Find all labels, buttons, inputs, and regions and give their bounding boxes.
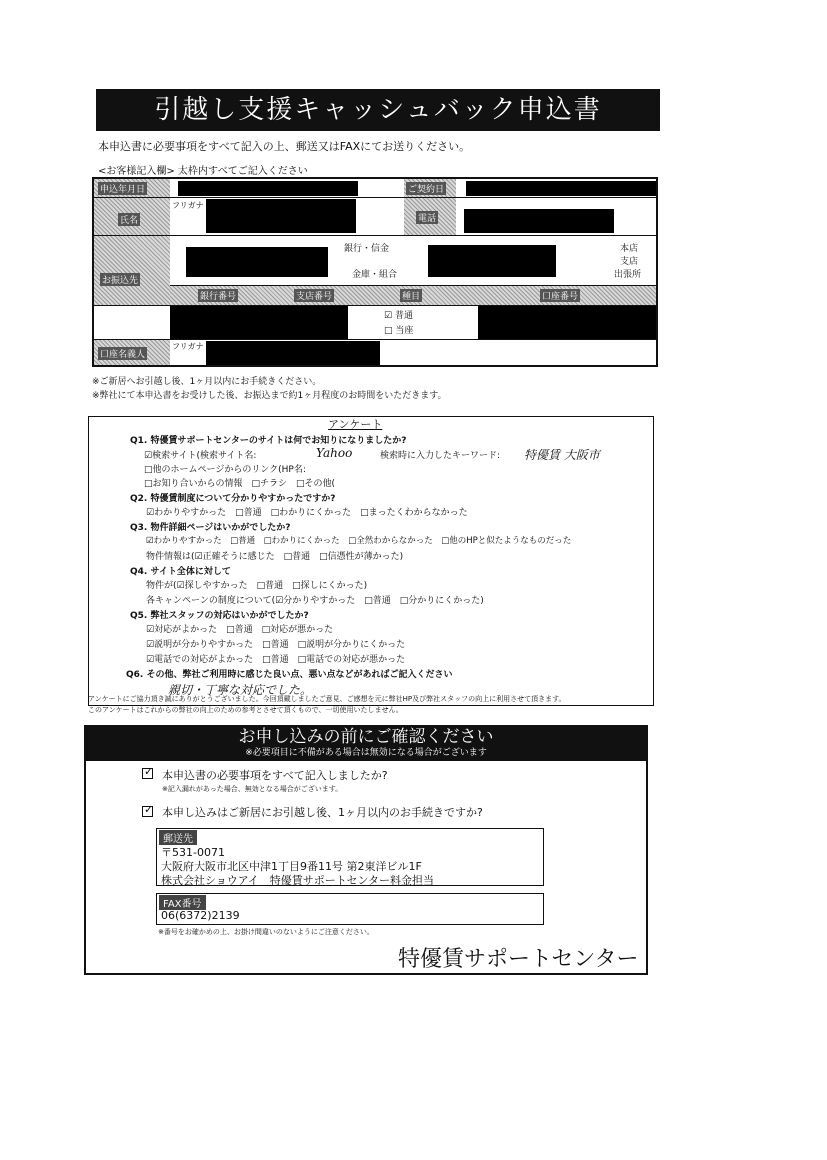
confirm-heading: お申し込みの前にご確認ください [238, 727, 494, 747]
application-form [92, 177, 658, 367]
q5-b: ☑説明が分かりやすかった □普通 □説明が分かりにくかった [146, 640, 406, 650]
redacted-bank [186, 247, 328, 277]
address: 大阪府大阪市北区中津1丁目9番11号 第2東洋ビル1F [161, 860, 422, 873]
q5-a: ☑対応がよかった □普通 □対応が悪かった [146, 625, 334, 635]
q4-b: 各キャンペーンの制度について(☑分かりやすかった □普通 □分かりにくかった) [146, 596, 484, 606]
phone-label: 電話 [416, 211, 438, 224]
redacted-contract-date [466, 181, 656, 196]
redacted-holder [206, 341, 380, 365]
survey-footer-2: このアンケートはこれからの弊社の向上のための参考とさせて頂くもので、一切使用いたしません。 [88, 706, 403, 714]
q3-a: ☑わかりやすかった □普通 □わかりにくかった □全然わからなかった □他のHPと似たようなものだった [146, 536, 572, 546]
q2: Q2. 特優賃制度について分かりやすかったですか? [130, 494, 336, 504]
account-holder-label: 口座名義人 [98, 347, 147, 360]
bank-type-2: 金庫・組合 [352, 270, 398, 280]
fax-label: FAX番号 [159, 895, 206, 910]
q5: Q5. 弊社スタッフの対応はいかがでしたか? [130, 611, 309, 621]
fax-box [156, 893, 544, 925]
bank-col-2: 支店番号 [294, 289, 334, 302]
q1-a1-value: Yahoo [316, 446, 353, 460]
confirm-item-1-note: ※記入漏れがあった場合、無効となる場合がございます。 [162, 785, 343, 793]
q3-b: 物件情報は(☑正確そうに感じた □普通 □信憑性が薄かった) [146, 552, 404, 562]
survey-footer-1: アンケートにご協力頂き誠にありがとうございました。今回頂戴しましたご意見、ご感想を元に弊社HP及び弊社スタッフの向上に利用させて頂きます。 [88, 695, 566, 703]
contract-date-label: ご契約日 [406, 182, 446, 195]
applicant-date-label: 申込年月日 [98, 182, 147, 195]
q1-a2: □他のホームページからのリンク(HP名: [144, 465, 306, 475]
redacted-bank-number [170, 306, 348, 339]
confirm-item-2: 本申し込みはご新居にお引越し後、1ヶ月以内のお手続きですか? [162, 806, 483, 819]
q3: Q3. 物件詳細ページはいかがでしたか? [130, 523, 291, 533]
branch-3: 出張所 [614, 270, 642, 280]
confirm-item-1: 本申込書の必要事項をすべて記入しましたか? [162, 769, 388, 782]
q4-a: 物件が(☑探しやすかった □普通 □探しにくかった) [146, 581, 368, 591]
confirm-checkbox-1[interactable]: ✓ [144, 765, 154, 778]
q1: Q1. 特優賃サポートセンターのサイトは何でお知りになりましたか? [130, 436, 407, 446]
bank-col-4: 口座番号 [540, 289, 580, 302]
survey-title: アンケート [328, 418, 383, 431]
mail-label: 郵送先 [159, 830, 197, 845]
redacted-branch [428, 245, 556, 277]
q6-answer: 親切・丁寧な対応でした。 [168, 683, 313, 697]
section-label: <お客様記入欄> 太枠内すべてご記入ください [98, 166, 308, 177]
bank-label: お振込先 [100, 273, 140, 286]
bank-type-1: 銀行・信金 [344, 244, 390, 254]
branch-1: 本店 [620, 244, 639, 254]
q1-a3: □お知り合いからの情報 □チラシ □その他( [144, 479, 336, 489]
page-title: 引越し支援キャッシュバック申込書 [96, 89, 660, 131]
q1-a1-kw: 検索時に入力したキーワード: [380, 451, 501, 461]
note-1: ※ご新居へお引越し後、1ヶ月以内にお手続きください。 [92, 377, 322, 387]
redacted-name [206, 199, 356, 233]
q6: Q6. その他、弊社ご利用時に感じた良い点、悪い点などがあればご記入ください [126, 670, 453, 680]
confirm-header [84, 725, 648, 761]
zip: 〒531-0071 [161, 846, 225, 859]
intro-text: 本申込書に必要事項をすべて記入の上、郵送又はFAXにてお送りください。 [98, 140, 471, 153]
branch-2: 支店 [620, 257, 639, 267]
fax-note: ※番号をお確かめの上、お掛け間違いのないようにご注意ください。 [158, 928, 374, 936]
note-2: ※弊社にて本申込書をお受けした後、お振込まで約1ヶ月程度のお時間をいただきます。 [92, 391, 447, 401]
account-type-1: ☑ 普通 [384, 311, 413, 321]
mail-address-box [156, 828, 544, 886]
q5-c: ☑電話での対応がよかった □普通 □電話での対応が悪かった [146, 655, 406, 665]
account-type-2: □ 当座 [384, 326, 414, 336]
q4: Q4. サイト全体に対して [130, 567, 231, 577]
redacted-phone [464, 209, 614, 233]
bank-col-1: 銀行番号 [198, 289, 238, 302]
furigana-label: フリガナ [172, 201, 204, 210]
company: 株式会社ショウアイ 特優賃サポートセンター料金担当 [161, 874, 435, 887]
redacted-date [178, 181, 358, 196]
name-label: 氏名 [118, 213, 140, 226]
bank-col-3: 種目 [400, 289, 422, 302]
confirm-subheading: ※必要項目に不備がある場合は無効になる場合がございます [245, 748, 487, 758]
signature: 特優賃サポートセンター [398, 947, 639, 972]
q2-a: ☑わかりやすかった □普通 □わかりにくかった □まったくわからなかった [146, 508, 468, 518]
q1-a1: ☑検索サイト(検索サイト名: [144, 451, 257, 461]
confirm-checkbox-2[interactable]: ✓ [144, 803, 154, 816]
q1-a1-kw-value: 特優賃 大阪市 [524, 448, 600, 462]
fax-number: 06(6372)2139 [161, 909, 240, 922]
furigana-label-2: フリガナ [172, 342, 204, 351]
redacted-account-number [478, 306, 656, 339]
